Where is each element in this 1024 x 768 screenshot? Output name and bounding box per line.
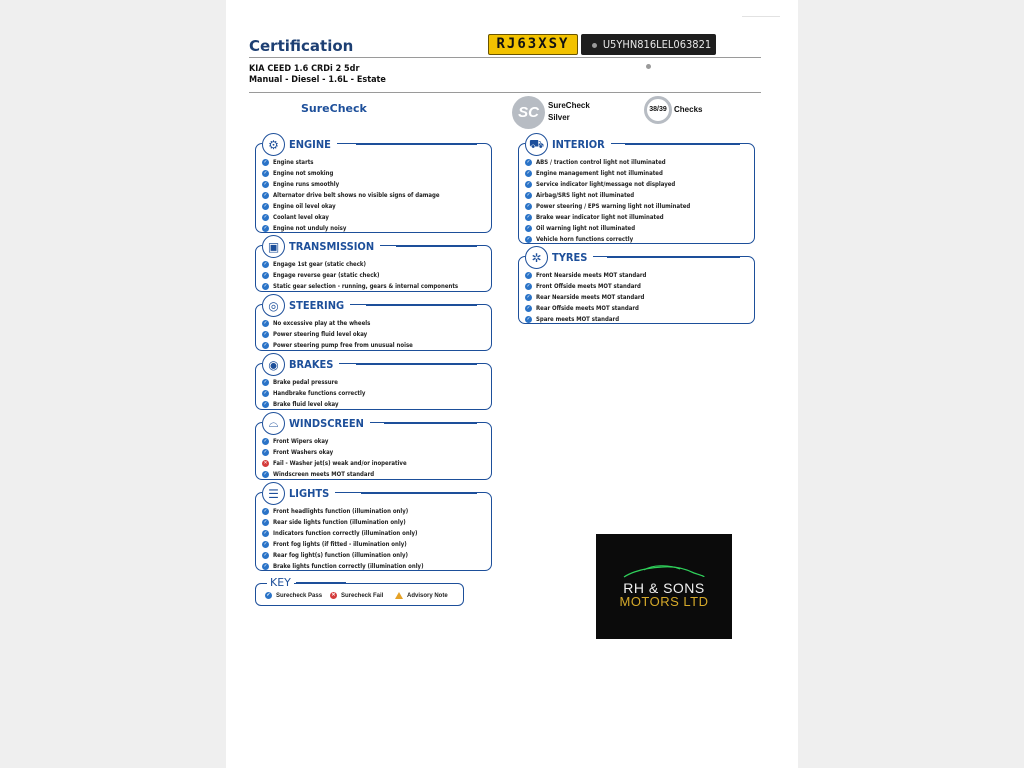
- checklist-item: [262, 506, 424, 517]
- section-engine-title: ENGINE: [289, 138, 331, 151]
- pass-check-icon: ✓: [263, 390, 268, 396]
- key-pass: [265, 592, 322, 599]
- section-steering-items: [262, 318, 413, 351]
- corner-mark: [742, 16, 780, 17]
- brake-disc-icon: ◉: [262, 353, 285, 376]
- checklist-item: [262, 447, 407, 458]
- car-seat-icon: ⛟: [525, 133, 548, 156]
- engine-icon: ⚙: [262, 133, 285, 156]
- vehicle-spec: Manual - Diesel - 1.6L - Estate: [249, 75, 386, 85]
- checklist-item: [525, 190, 690, 201]
- vin-dot-right: [646, 64, 651, 69]
- pass-check-icon: ✓: [263, 552, 268, 558]
- checklist-item: [525, 212, 690, 223]
- pass-check-icon: ✓: [263, 438, 268, 444]
- tyre-icon: ✲: [525, 246, 548, 269]
- checklist-item-label: Engage reverse gear (static check): [273, 272, 380, 279]
- key-line: [296, 582, 346, 584]
- key-advisory: [395, 592, 448, 599]
- vin-badge: [581, 34, 716, 55]
- checklist-item: [525, 314, 646, 325]
- windscreen-icon: ⌓: [262, 412, 285, 435]
- checklist-item-label: Front headlights function (illumination only): [273, 508, 409, 515]
- checklist-item-label: Rear Offside meets MOT standard: [536, 305, 639, 312]
- checklist-item-label: Rear Nearside meets MOT standard: [536, 294, 645, 301]
- headlight-icon: ☰: [262, 482, 285, 505]
- vin-number: U5YHN816LEL063821: [602, 38, 712, 51]
- section-lights: [255, 486, 492, 571]
- checklist-item-label: Engine oil level okay: [273, 203, 336, 210]
- section-transmission-title: TRANSMISSION: [289, 240, 375, 253]
- car-silhouette-icon: [622, 562, 706, 580]
- checklist-item: [262, 469, 407, 480]
- pass-check-icon: ✓: [263, 203, 268, 209]
- pass-check-icon: ✓: [526, 159, 531, 165]
- pass-check-icon: ✓: [263, 449, 268, 455]
- vehicle-divider: [249, 92, 761, 93]
- pass-check-icon: ✓: [263, 170, 268, 176]
- checklist-item-label: Fail - Washer jet(s) weak and/or inoperative: [273, 460, 407, 467]
- checklist-item-label: Handbrake functions correctly: [273, 390, 366, 397]
- checklist-item: [262, 157, 440, 168]
- section-interior-title: INTERIOR: [552, 138, 605, 151]
- checks-label: Checks: [674, 105, 703, 114]
- section-engine-items: [262, 157, 440, 234]
- surecheck-level: Silver: [548, 113, 570, 122]
- dealer-logo: [596, 534, 732, 639]
- pass-check-icon: ✓: [263, 563, 268, 569]
- section-tyres-header: [525, 246, 593, 269]
- fail-cross-icon: ✕: [331, 592, 336, 598]
- checklist-item: [262, 259, 458, 270]
- checklist-item-label: Power steering fluid level okay: [273, 331, 368, 338]
- vin-dot-left: [592, 43, 597, 48]
- surecheck-logo-icon: SC: [512, 96, 545, 129]
- pass-check-icon: ✓: [263, 181, 268, 187]
- key-fail: [330, 592, 383, 599]
- section-tyres-line: [607, 256, 740, 258]
- checklist-item-label: Oil warning light not illuminated: [536, 225, 636, 232]
- checklist-item: [262, 281, 458, 292]
- pass-check-icon: ✓: [526, 192, 531, 198]
- checklist-item: [525, 168, 690, 179]
- registration-plate: RJ63XSY: [488, 34, 578, 55]
- checklist-item: [525, 223, 690, 234]
- checklist-item-label: Power steering pump free from unusual noise: [273, 342, 413, 349]
- pass-check-icon: ✓: [263, 283, 268, 289]
- checklist-item: [262, 168, 440, 179]
- pass-check-icon: ✓: [526, 305, 531, 311]
- pass-check-icon: ✓: [263, 508, 268, 514]
- section-brakes-header: [262, 353, 339, 376]
- checklist-item-label: Engine runs smoothly: [273, 181, 340, 188]
- section-steering-line: [366, 304, 477, 306]
- checklist-item-label: Rear fog light(s) function (illumination only): [273, 552, 408, 559]
- pass-check-icon: ✓: [526, 181, 531, 187]
- checklist-item: [262, 377, 365, 388]
- key-fail-label: Surecheck Fail: [341, 592, 384, 599]
- checklist-item-label: Engine management light not illuminated: [536, 170, 663, 177]
- section-windscreen: [255, 416, 492, 480]
- steering-wheel-icon: ◎: [262, 294, 285, 317]
- section-transmission-line: [396, 245, 477, 247]
- pass-check-icon: ✓: [263, 214, 268, 220]
- checklist-item-label: Indicators function correctly (illumination only): [273, 530, 418, 537]
- checklist-item: [262, 550, 424, 561]
- checklist-item-label: ABS / traction control light not illuminated: [536, 159, 666, 166]
- pass-check-icon: ✓: [263, 272, 268, 278]
- section-brakes: [255, 357, 492, 410]
- checklist-item-label: Brake fluid level okay: [273, 401, 339, 408]
- section-windscreen-items: [262, 436, 407, 480]
- checklist-item: [262, 223, 440, 234]
- dealer-name: RH & SONS: [623, 580, 705, 596]
- checklist-item-label: Brake pedal pressure: [273, 379, 338, 386]
- checklist-item: [262, 340, 413, 351]
- section-steering-title: STEERING: [289, 299, 345, 312]
- section-lights-line: [361, 492, 477, 494]
- checklist-item-label: Front fog lights (if fitted - illumination only): [273, 541, 407, 548]
- checklist-item-label: Service indicator light/message not displayed: [536, 181, 676, 188]
- section-tyres: [518, 250, 755, 324]
- pass-check-icon: ✓: [263, 342, 268, 348]
- checklist-item: [262, 517, 424, 528]
- checklist-item: [262, 318, 413, 329]
- checklist-item-label: Engage 1st gear (static check): [273, 261, 366, 268]
- checklist-item: [525, 292, 646, 303]
- section-interior-line: [625, 143, 740, 145]
- section-interior-items: [525, 157, 690, 245]
- section-brakes-line: [356, 363, 477, 365]
- gearbox-icon: ▣: [262, 235, 285, 258]
- pass-check-icon: ✓: [263, 519, 268, 525]
- pass-check-icon: ✓: [526, 203, 531, 209]
- pass-check-icon: ✓: [263, 471, 268, 477]
- checklist-item-label: Engine not smoking: [273, 170, 334, 177]
- vehicle-model: KIA CEED 1.6 CRDi 2 5dr: [249, 64, 360, 74]
- surecheck-heading: SureCheck: [301, 102, 367, 115]
- checklist-item-label: Brake lights function correctly (illumination only): [273, 563, 424, 570]
- pass-check-icon: ✓: [526, 272, 531, 278]
- certification-sheet: [226, 0, 798, 768]
- key-title: KEY: [267, 576, 294, 589]
- checklist-item-label: Static gear selection - running, gears & internal components: [273, 283, 459, 290]
- checklist-item: [262, 539, 424, 550]
- checklist-item-label: Alternator drive belt shows no visible signs of damage: [273, 192, 440, 199]
- section-lights-header: [262, 482, 335, 505]
- pass-check-icon: ✓: [263, 192, 268, 198]
- checklist-item-label: Airbag/SRS light not illuminated: [536, 192, 635, 199]
- checks-count: 38/39: [644, 96, 672, 124]
- section-steering: [255, 298, 492, 351]
- checklist-item-label: Windscreen meets MOT standard: [273, 471, 375, 478]
- dealer-subtitle: MOTORS LTD: [619, 594, 709, 609]
- advisory-warning-icon: [395, 592, 403, 599]
- checklist-item-label: Power steering / EPS warning light not illuminated: [536, 203, 691, 210]
- pass-check-icon: ✓: [526, 225, 531, 231]
- checklist-item: [525, 234, 690, 245]
- checklist-item-label: Brake wear indicator light not illuminated: [536, 214, 664, 221]
- section-transmission-header: [262, 235, 380, 258]
- checklist-item: [525, 201, 690, 212]
- checklist-item: [262, 270, 458, 281]
- section-brakes-items: [262, 377, 365, 410]
- checklist-item: [262, 388, 365, 399]
- section-lights-title: LIGHTS: [289, 487, 330, 500]
- page-title: Certification: [249, 37, 354, 55]
- checklist-item: [262, 212, 440, 223]
- pass-check-icon: ✓: [526, 236, 531, 242]
- pass-check-icon: ✓: [526, 214, 531, 220]
- surecheck-grade: [548, 100, 590, 124]
- section-engine-line: [356, 143, 477, 145]
- checklist-item: [262, 201, 440, 212]
- pass-check-icon: ✓: [526, 294, 531, 300]
- checklist-item: [525, 303, 646, 314]
- checklist-item: [525, 157, 690, 168]
- pass-check-icon: ✓: [263, 225, 268, 231]
- checklist-item-label: Front Offside meets MOT standard: [536, 283, 641, 290]
- title-divider: [249, 57, 761, 58]
- key-advisory-label: Advisory Note: [407, 592, 448, 599]
- section-engine-header: [262, 133, 337, 156]
- checklist-item-label: Rear side lights function (illumination only): [273, 519, 406, 526]
- pass-check-icon: ✓: [526, 283, 531, 289]
- pass-check-icon: ✓: [263, 541, 268, 547]
- checklist-item: [262, 436, 407, 447]
- section-interior: [518, 136, 755, 244]
- pass-check-icon: ✓: [263, 379, 268, 385]
- checklist-item-label: Front Washers okay: [273, 449, 334, 456]
- section-transmission-items: [262, 259, 458, 292]
- section-brakes-title: BRAKES: [289, 358, 334, 371]
- section-tyres-items: [525, 270, 646, 325]
- section-steering-header: [262, 294, 350, 317]
- pass-check-icon: ✓: [263, 159, 268, 165]
- checklist-item-label: No excessive play at the wheels: [273, 320, 371, 327]
- checklist-item: [262, 190, 440, 201]
- pass-check-icon: ✓: [526, 170, 531, 176]
- checklist-item: [525, 281, 646, 292]
- section-windscreen-title: WINDSCREEN: [289, 417, 364, 430]
- checklist-item-label: Spare meets MOT standard: [536, 316, 620, 323]
- checklist-item: [262, 458, 407, 469]
- checklist-item: [262, 329, 413, 340]
- checklist-item-label: Engine not unduly noisy: [273, 225, 347, 232]
- section-engine: [255, 137, 492, 233]
- checklist-item-label: Front Nearside meets MOT standard: [536, 272, 647, 279]
- key-pass-label: Surecheck Pass: [276, 592, 323, 599]
- checklist-item-label: Coolant level okay: [273, 214, 329, 221]
- checklist-item: [525, 270, 646, 281]
- surecheck-name: SureCheck: [548, 101, 590, 110]
- pass-check-icon: ✓: [263, 401, 268, 407]
- section-lights-items: [262, 506, 424, 572]
- section-windscreen-header: [262, 412, 370, 435]
- checklist-item-label: Engine starts: [273, 159, 314, 166]
- section-transmission: [255, 239, 492, 292]
- checklist-item: [262, 399, 365, 410]
- pass-check-icon: ✓: [263, 331, 268, 337]
- section-tyres-title: TYRES: [552, 251, 588, 264]
- pass-check-icon: ✓: [263, 320, 268, 326]
- section-windscreen-line: [384, 422, 477, 424]
- fail-cross-icon: ✕: [263, 460, 268, 466]
- checklist-item: [262, 179, 440, 190]
- section-interior-header: [525, 133, 611, 156]
- checklist-item: [262, 528, 424, 539]
- pass-check-icon: ✓: [263, 530, 268, 536]
- checklist-item-label: Front Wipers okay: [273, 438, 329, 445]
- checklist-item: [525, 179, 690, 190]
- checklist-item-label: Vehicle horn functions correctly: [536, 236, 634, 243]
- pass-check-icon: ✓: [263, 261, 268, 267]
- checklist-item: [262, 561, 424, 572]
- pass-check-icon: ✓: [526, 316, 531, 322]
- pass-check-icon: ✓: [266, 592, 271, 598]
